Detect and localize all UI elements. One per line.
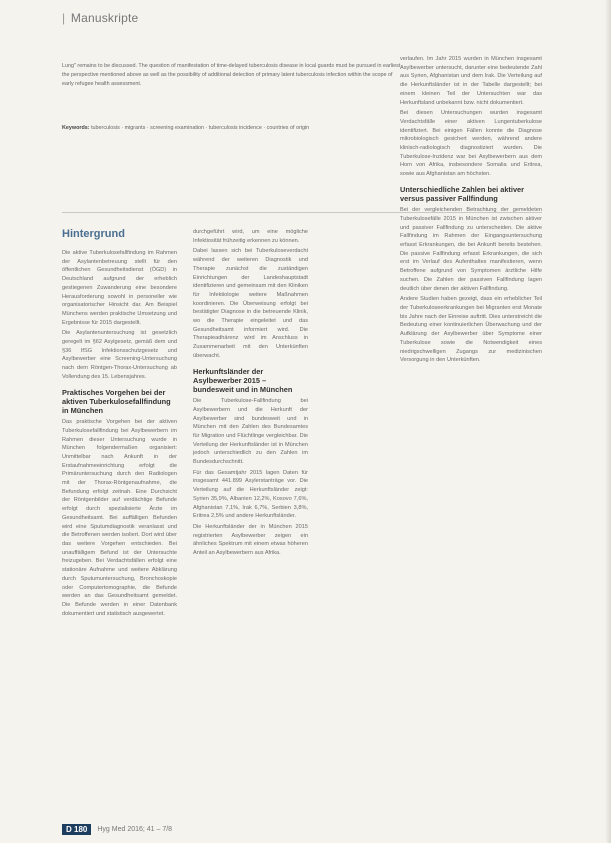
page-number: D 180: [62, 824, 91, 835]
paragraph: Dabei lassen sich bei Tuberkuloseverdacht während der weiteren Diagnostik und Therapie zunächst die zuständigen Einrichtungen der Landeshauptstadt identifizieren und gemeinsam mit den Kliniken für Infektiologie weitere Maßnahmen koordinieren. Die Überweisung erfolgt bei bestätigter Diagnose in die betreuende Klinik, wo die Therapie eingeleitet und das Gesundheitsamt informiert wird. Die Therapieadhärenz wird im Anschluss in Zusammenarbeit mit den Unterkünften überwacht.: [193, 248, 308, 359]
column-1: [62, 228, 177, 620]
keywords-text: tuberculosis · migrants · screening examination · tuberculosis incidence · countries of origin: [91, 125, 310, 131]
column-2: [193, 228, 308, 560]
page-footer: [62, 824, 172, 835]
divider-bar: |: [62, 11, 66, 25]
paragraph: verlaufen. Im Jahr 2015 wurden in München insgesamt Asylbewerber untersucht, darunter eine bedeutende Zahl aus Syrien, Afghanistan und dem Irak. Die Verteilung auf die Herkunftsländer ist in der Tabelle dargestellt; bei einem kleinen Teil der Untersuchten war das Herkunftsland unbekannt bzw. nicht dokumentiert.: [400, 56, 542, 106]
paragraph: Die aktive Tuberkulosefallfindung im Rahmen der Asylantenbetreuung stellt für den öffentlichen Gesundheitsdienst (ÖGD) in Deutschland aufgrund der erheblich gestiegenen Zuwanderung eine besondere Herausforderung sowohl in personeller wie organisatorischer Hinsicht dar. Am Beispiel Münchens werden praktische Umsetzung und Ergebnisse für 2015 dargestellt.: [62, 250, 177, 326]
paragraph: Andere Studien haben gezeigt, dass ein erheblicher Teil der Tuberkuloseerkrankungen bei Migranten erst Monate bis Jahre nach der Einreise auftritt. Dies unterstreicht die Bedeutung einer kontinuierlichen Überwachung und der Aufklärung der Asylbewerber über Symptome einer Tuberkulose sowie die Notwendigkeit eines niedrigschwelligen Zugangs zur medizinischen Versorgung in den Unterkünften.: [400, 296, 542, 364]
main-heading: Hintergrund: [62, 228, 125, 240]
paragraph: Die Herkunftsländer der in München 2015 registrierten Asylbewerber zeigen ein ähnliches Spektrum mit einem etwas höheren Anteil an Asylbewerbern aus Afrika.: [193, 524, 308, 557]
column-3: [400, 55, 542, 367]
page-edge-shadow: [605, 0, 611, 843]
running-head: [62, 11, 138, 25]
paragraph: Bei der vergleichenden Betrachtung der gemeldeten Tuberkulosefälle 2015 in München ist zwischen aktiver und passiver Fallfindung zu unterscheiden. Die aktive Fallfindung im Rahmen der Eingangsuntersuchung erfasst Erkrankungen, die bei Ankunft bereits bestehen. Die passive Fallfindung erfasst Erkrankungen, die sich erst im Verlauf des Aufenthaltes manifestieren, wenn Betroffene aufgrund von Symptomen ärztliche Hilfe suchen. Die Zahlen der passiven Fallfindung lagen deutlich über denen der aktiven Fallfindung.: [400, 207, 542, 292]
subheading: Herkunftsländer der Asylbewerber 2015 – bundesweit und in München: [193, 366, 293, 394]
paragraph: Das praktische Vorgehen bei der aktiven Tuberkulosefallfindung bei Asylbewerbern im Rahmen dieser Untersuchung wurde in München folgendermaßen organisiert: Unmittelbar nach Ankunft in der Erstaufnahmeeinrichtung erfolgt die Primäruntersuchung durch den Radiologen mit der Thorax-Röntgenaufnahme, die Befundung erfolgt zeitnah. Eine Durchsicht der Röntgenbilder auf verdächtige Befunde erfolgt durch spezialisierte Ärzte im Gesundheitsamt. Bei auffälligen Befunden wird eine Sputumdiagnostik veranlasst und die Betroffenen werden isoliert. Dort wird über das weitere Vorgehen entschieden. Bei unauffälligem Befund ist der Untersuchte freizugeben. Bei Verdachtsfällen erfolgt eine stationäre Aufnahme und weitere Abklärung durch Sputumuntersuchung, Bronchoskopie oder Computertomographie, die Befunde werden an das Gesundheitsamt gemeldet. Die Befunde werden in einer Datenbank dokumentiert und statistisch ausgewertet.: [62, 419, 177, 617]
section-title: Manuskripte: [70, 11, 139, 25]
paragraph: Für das Gesamtjahr 2015 lagen Daten für insgesamt 441.899 Asylerstanträge vor. Die Verteilung auf die Herkunftsländer zeigt: Syrien 35,9%, Albanien 12,2%, Kosovo 7,6%, Afghanistan 7,1%, Irak 6,7%, Serbien 3,8%, Eritrea 2,5% und andere Herkunftsländer.: [193, 469, 308, 520]
subheading: Praktisches Vorgehen bei der aktiven Tuberkulosefallfindung in München: [62, 387, 171, 415]
subheading: Unterschiedliche Zahlen bei aktiver versus passiver Fallfindung: [400, 184, 525, 204]
paragraph: durchgeführt wird, um eine mögliche Infektiosität frühzeitig erkennen zu können.: [193, 229, 308, 244]
paragraph: Die Tuberkulose-Fallfindung bei Asylbewerbern und die Herkunft der Asylbewerber sind bundesweit und in München mit den Zahlen des Bundesamtes für Migration und Flüchtlinge vergleichbar. Die Verteilung der Herkunftsländer ist in München jedoch unterschiedlich zu den Zahlen im Bundesdurchschnitt.: [193, 398, 308, 466]
keywords: [62, 124, 402, 133]
paragraph: Die Asylantenuntersuchung ist gesetzlich geregelt im §62 Asylgesetz, gemäß dem und §36 IfSG Infektionsschutzgesetz und Asylbewerber eine Screening-Untersuchung nach dem Röntgen-Thorax-Untersuchung ab Vollendung des 15. Lebensjahres.: [62, 330, 177, 380]
english-abstract: Lung" remains to be discussed. The question of manifestation of time-delayed tuberculosis disease in local guards must be pursued in earliest the perspective mentioned above as well as the possibility of additional detection of primary latent tuberculosis infection within the scope of early refugee health assessment.: [62, 63, 401, 87]
keywords-label: Keywords:: [62, 125, 90, 131]
paragraph: Bei diesen Untersuchungen wurden insgesamt Verdachtsfälle einer aktiven Lungentuberkulose identifiziert. Bei einigen Fällen konnte die Diagnose mikrobiologisch gesichert werden, während andere klinisch-radiologisch diagnostiziert wurden. Die Tuberkulose-Inzidenz war bei Asylbewerbern aus dem Horn von Afrika, insbesondere Somalia und Eritrea, sowie aus Afghanistan am höchsten.: [400, 110, 542, 178]
journal-citation: Hyg Med 2016; 41 – 7/8: [97, 826, 173, 833]
